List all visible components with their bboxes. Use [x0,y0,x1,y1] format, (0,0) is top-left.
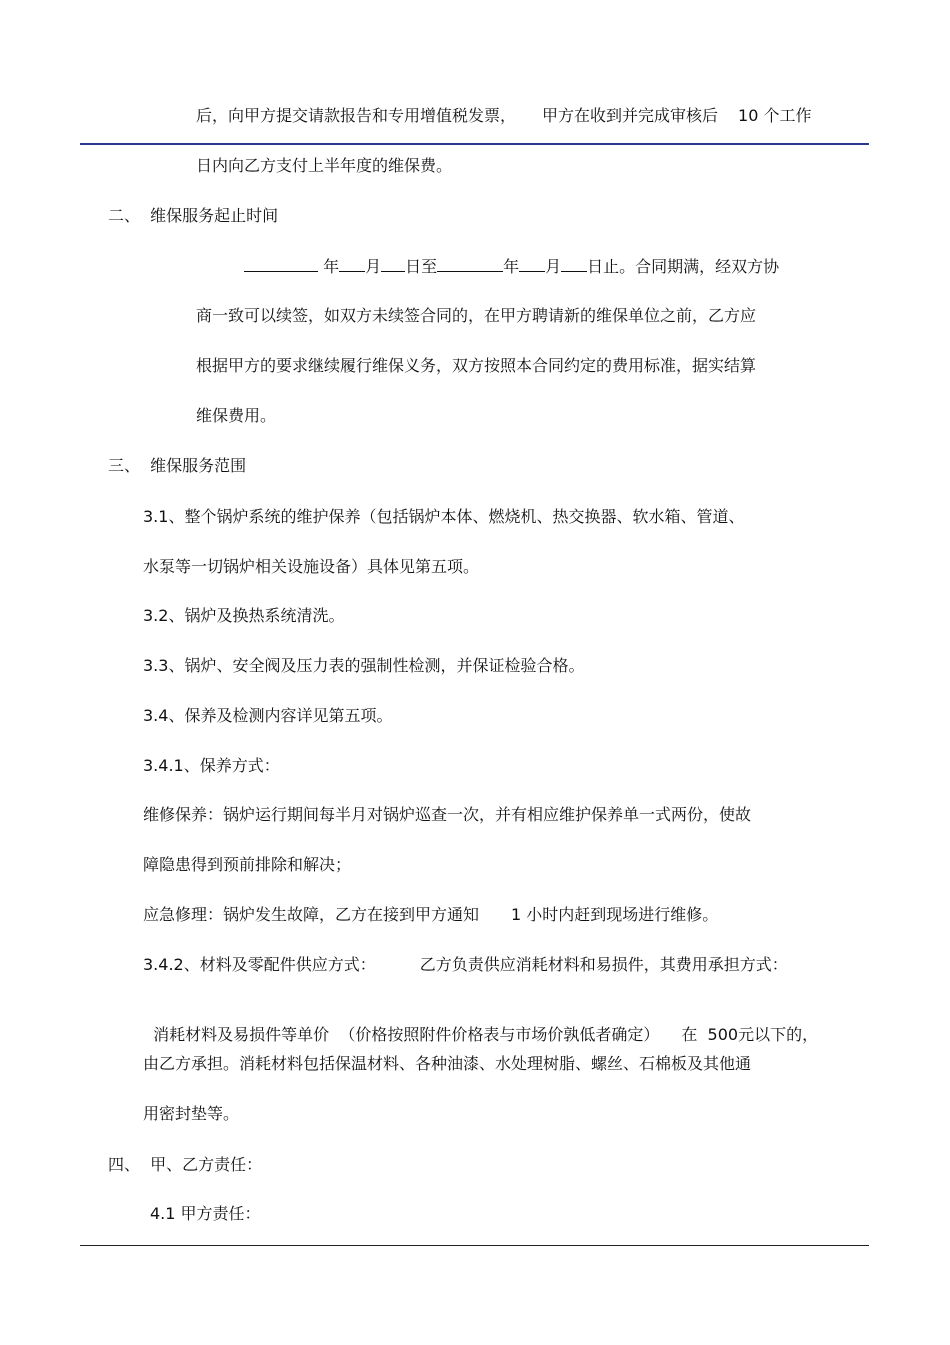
text-span: 日止。合同期满，经双方协 [587,257,780,276]
text-span: 日至 [405,257,438,276]
month-blank [519,257,545,272]
text-line: 3.2、锅炉及换热系统清洗。 [143,606,345,625]
text-line [143,905,718,925]
month-blank [339,257,365,272]
text-span: 1 小时内赶到现场进行维修。 [511,905,719,924]
footer-rule [80,1245,869,1246]
day-blank [561,257,587,272]
text-span: 乙方负责供应消耗材料和易损件，其费用承担方式： [419,955,788,974]
text-line [196,106,811,126]
section-heading: 三、 维保服务范围 [108,456,247,475]
text-line: 维保费用。 [196,406,277,425]
text-line [143,1005,818,1045]
text-line: 日内向乙方支付上半年度的维保费。 [196,156,453,175]
text-line: 3.1、整个锅炉系统的维护保养（包括锅炉本体、燃烧机、热交换器、软水箱、管道、 [143,507,745,526]
text-line: 3.4、保养及检测内容详见第五项。 [143,706,393,725]
text-span: 消耗材料及易损件等单价 （价格按照附件价格表与市场价孰低者确定） [153,1025,660,1044]
header-rule [80,143,869,145]
text-span: 甲方在收到并完成审核后 [542,106,719,125]
text-span: 在 500元以下的， [681,1025,819,1044]
date-range-line [244,257,779,277]
text-line: 用密封垫等。 [143,1104,240,1123]
text-line: 3.4.1、保养方式： [143,756,280,775]
text-line: 根据甲方的要求继续履行维保义务，双方按照本合同约定的费用标准，据实结算 [196,356,757,375]
section-heading: 四、 甲、乙方责任： [108,1155,263,1174]
text-line [143,955,788,975]
text-span: 月 [545,257,562,276]
text-span: 3.4.2、材料及零配件供应方式： [143,955,376,974]
text-line: 障隐患得到预前排除和解决； [143,855,352,874]
section-heading: 二、 维保服务起止时间 [108,206,279,225]
text-span: 应急修理：锅炉发生故障，乙方在接到甲方通知 [143,905,480,924]
text-span: 后，向甲方提交请款报告和专用增值税发票， [196,106,517,125]
text-span: 月 [365,257,382,276]
text-line: 维修保养：锅炉运行期间每半月对锅炉巡查一次，并有相应维护保养单一式两份，使故 [143,805,752,824]
day-blank [381,257,405,272]
text-line: 商一致可以续签，如双方未续签合同的，在甲方聘请新的维保单位之前，乙方应 [196,306,757,325]
text-line: 4.1 甲方责任： [150,1204,261,1223]
text-span: 年 [503,257,520,276]
text-line: 由乙方承担。消耗材料包括保温材料、各种油漆、水处理树脂、螺丝、石棉板及其他通 [143,1054,752,1073]
text-span: 10 个工作 [738,106,812,125]
text-span: 年 [323,257,340,276]
year-blank [437,257,503,272]
text-line: 3.3、锅炉、安全阀及压力表的强制性检测，并保证检验合格。 [143,656,585,675]
text-line: 水泵等一切锅炉相关设施设备）具体见第五项。 [143,557,480,576]
year-blank [244,257,318,272]
